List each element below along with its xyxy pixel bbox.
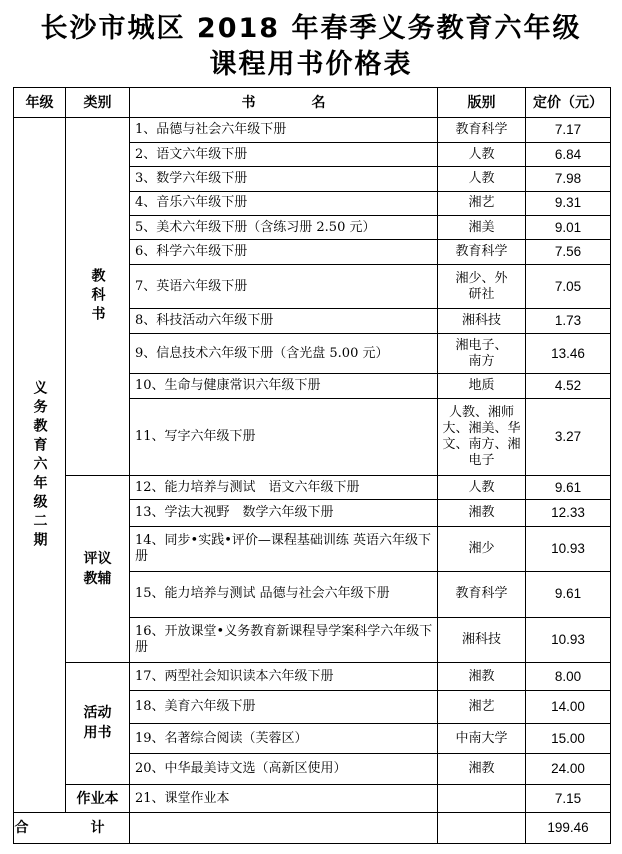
book-price: 9.61 <box>526 571 611 618</box>
book-price: 7.56 <box>526 240 611 264</box>
book-name: 21、课堂作业本 <box>130 784 438 812</box>
book-name: 20、中华最美诗文选（高新区使用） <box>130 754 438 784</box>
book-edition: 人教 <box>438 476 526 500</box>
book-edition: 湘艺 <box>438 191 526 215</box>
book-name: 1、品德与社会六年级下册 <box>130 118 438 142</box>
book-price: 24.00 <box>526 754 611 784</box>
category-activity: 活动 用书 <box>83 705 112 742</box>
book-edition: 教育科学 <box>438 240 526 264</box>
book-name: 10、生命与健康常识六年级下册 <box>130 374 438 398</box>
header-edition: 版别 <box>438 88 526 118</box>
book-edition: 湘艺 <box>438 691 526 724</box>
total-label: 合 计 <box>14 813 130 844</box>
book-price: 7.98 <box>526 167 611 191</box>
book-price: 7.05 <box>526 264 611 309</box>
book-name: 9、信息技术六年级下册（含光盘 5.00 元） <box>130 333 438 374</box>
book-name: 12、能力培养与测试 语文六年级下册 <box>130 476 438 500</box>
book-price: 8.00 <box>526 662 611 690</box>
header-category: 类别 <box>66 88 130 118</box>
book-edition: 人教 <box>438 142 526 166</box>
book-price: 7.17 <box>526 118 611 142</box>
book-name: 6、科学六年级下册 <box>130 240 438 264</box>
book-edition: 教育科学 <box>438 571 526 618</box>
total-empty-edition <box>438 813 526 844</box>
book-edition: 人教 <box>438 167 526 191</box>
book-name: 4、音乐六年级下册 <box>130 191 438 215</box>
book-price: 15.00 <box>526 723 611 753</box>
book-price: 10.93 <box>526 526 611 571</box>
document-title-line1: 长沙市城区 2018 年春季义务教育六年级 <box>40 13 582 44</box>
book-edition: 湘教 <box>438 662 526 690</box>
book-price: 6.84 <box>526 142 611 166</box>
book-price: 9.01 <box>526 215 611 239</box>
book-name: 11、写字六年级下册 <box>130 398 438 475</box>
book-edition: 湘少、外研社 <box>438 264 526 309</box>
book-price: 13.46 <box>526 333 611 374</box>
category-homework: 作业本 <box>66 784 130 812</box>
table-row <box>14 476 611 500</box>
book-edition: 地质 <box>438 374 526 398</box>
total-price: 199.46 <box>526 813 611 844</box>
book-edition: 湘科技 <box>438 618 526 663</box>
book-name: 13、学法大视野 数学六年级下册 <box>130 500 438 526</box>
book-price: 9.31 <box>526 191 611 215</box>
book-name: 2、语文六年级下册 <box>130 142 438 166</box>
document-title-line2: 课程用书价格表 <box>209 49 413 80</box>
book-name: 3、数学六年级下册 <box>130 167 438 191</box>
category-activity-cell <box>66 662 130 784</box>
book-edition: 中南大学 <box>438 723 526 753</box>
book-price: 12.33 <box>526 500 611 526</box>
book-edition: 湘科技 <box>438 309 526 333</box>
book-edition: 教育科学 <box>438 118 526 142</box>
book-name: 7、英语六年级下册 <box>130 264 438 309</box>
book-edition: 人教、湘师大、湘美、华文、南方、湘电子 <box>438 398 526 475</box>
header-book: 书 名 <box>130 88 438 118</box>
book-name: 16、开放课堂•义务教育新课程导学案科学六年级下册 <box>130 618 438 663</box>
book-price: 1.73 <box>526 309 611 333</box>
book-edition <box>438 784 526 812</box>
category-textbook-cell <box>66 118 130 476</box>
book-price: 7.15 <box>526 784 611 812</box>
header-price: 定价（元） <box>526 88 611 118</box>
total-empty-book <box>130 813 438 844</box>
grade-label: 义务教育六年级二期 <box>31 379 48 551</box>
table-row <box>14 784 611 812</box>
book-name: 8、科技活动六年级下册 <box>130 309 438 333</box>
price-table <box>13 87 611 844</box>
book-edition: 湘教 <box>438 754 526 784</box>
book-price: 14.00 <box>526 691 611 724</box>
book-edition: 湘少 <box>438 526 526 571</box>
grade-cell <box>14 118 66 813</box>
book-name: 14、同步•实践•评价—课程基础训练 英语六年级下册 <box>130 526 438 571</box>
book-edition: 湘电子、南方 <box>438 333 526 374</box>
book-edition: 湘教 <box>438 500 526 526</box>
table-row <box>14 662 611 690</box>
book-name: 17、两型社会知识读本六年级下册 <box>130 662 438 690</box>
book-price: 10.93 <box>526 618 611 663</box>
header-grade: 年级 <box>14 88 66 118</box>
book-name: 5、美术六年级下册（含练习册 2.50 元） <box>130 215 438 239</box>
book-name: 18、美育六年级下册 <box>130 691 438 724</box>
book-price: 3.27 <box>526 398 611 475</box>
book-edition: 湘美 <box>438 215 526 239</box>
book-price: 4.52 <box>526 374 611 398</box>
category-review-cell <box>66 476 130 663</box>
table-row <box>14 118 611 142</box>
category-textbook: 教科书 <box>89 268 106 326</box>
header-row <box>14 88 611 118</box>
book-name: 15、能力培养与测试 品德与社会六年级下册 <box>130 571 438 618</box>
book-name: 19、名著综合阅读（芙蓉区） <box>130 723 438 753</box>
total-row <box>14 813 611 844</box>
book-price: 9.61 <box>526 476 611 500</box>
category-review: 评议 教辅 <box>83 550 112 587</box>
